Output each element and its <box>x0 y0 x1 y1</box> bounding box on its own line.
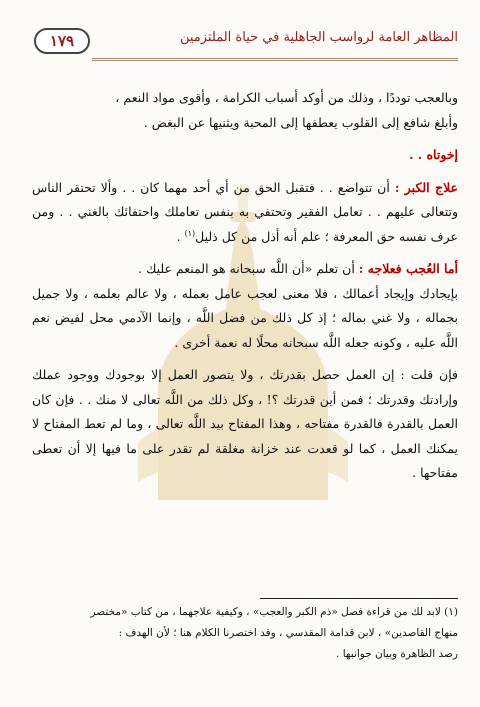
footnote-divider <box>260 598 458 599</box>
last-paragraph: فإن قلت : إن العمل حصل بقدرتك ، ولا يتصور العمل إلا بوجودك ووجود عملك وإرادتك وقدرتك ؛ فمن أين قدرتك ؟! ، وكل ذلك من اللَّه تعالى لا منك . . فإن كان العمل بالقدرة فالقدرة مفتاحه ، وهذا المفتاح بيد اللَّه تعالى ، وما لم تعط المفتاح لا يمكنك العمل ، كما لو قعدت عند خزانة مغلقة لم تقدر على ما فيها إلا أن تعطى مفتاحها . <box>32 367 458 480</box>
running-head: المظاهر العامة لرواسب الجاهلية في حياة الملتزمين <box>180 30 458 45</box>
page-number <box>34 28 90 54</box>
ujb-paragraph-intro <box>32 257 458 282</box>
footnote <box>32 602 458 665</box>
main-text <box>32 86 458 486</box>
ujb-paragraph: بإيجادك وإيجاد أعمالك ، فلا معنى لعجب عامل بعمله ، ولا عالم بعلمه ، ولا جميل بجماله ، ولا غني بماله ؛ إذ كل ذلك من فضل اللَّه ، وإنما الآدمي محل لفيض نعم اللَّه عليه ، وكونه جعله اللَّه سبحانه محلًا له نعمة أخرى . <box>32 285 458 350</box>
paragraph-1-line-2: وأبلغ شافع إلى القلوب يعطفها إلى المحبة ويثنيها عن البغض . <box>143 114 458 130</box>
page-number-text: ١٧٩ <box>49 32 75 50</box>
footnote-line-1: (١) لابد لك من قراءة فصل «ذم الكبر والعجب» ، وكيفية علاجهما ، من كتاب «مختصر <box>90 606 458 618</box>
footnote-line-2: منهاج القاصدين» ، لابن قدامة المقدسي ، وقد اختصرنا الكلام هنا ؛ لأن الهدف : <box>118 627 458 639</box>
footnote-ref: (١) <box>184 228 196 238</box>
footnote-line-3: رصد الظاهرة وبيان جوانبها . <box>336 648 458 660</box>
paragraph-1-line-1: وبالعجب توددًا ، وذلك من أوكد أسباب الكرامة ، وأقوى مواد النعم ، <box>115 90 458 105</box>
page-header <box>34 20 458 66</box>
header-divider <box>92 58 458 61</box>
ujb-heading: أما العُجب فعلاجه : <box>358 261 458 276</box>
ujb-intro: أن تعلم «أن اللَّه سبحانه هو المنعم عليك . <box>138 261 355 276</box>
kibr-heading: علاج الكبر : <box>394 179 458 195</box>
kibr-paragraph: علاج الكبر : أن تتواضع . . فتقبل الحق من أي أحد مهما كان . . وألا تحتقر الناس وتتعالى عليهم . . تعامل الفقير وتحتفي به بنفس تعاملك واحتفائك بالغني . . ومن عرف نفسه حق المعرفة ؛ علم أنه أذل من كل ذليل$^{(١)}$ . <box>32 179 458 244</box>
brothers-call: إخوتاه . . <box>409 147 458 162</box>
kibr-text: أن تتواضع . . فتقبل الحق من أي أحد مهما كان . . وألا تحتقر الناس وتتعالى عليهم . . تعامل الفقير وتحتفي به بنفس تعاملك واحتفائك بالغني . . ومن عرف نفسه حق المعرفة ؛ علم أنه أذل من كل ذليل <box>32 179 458 244</box>
